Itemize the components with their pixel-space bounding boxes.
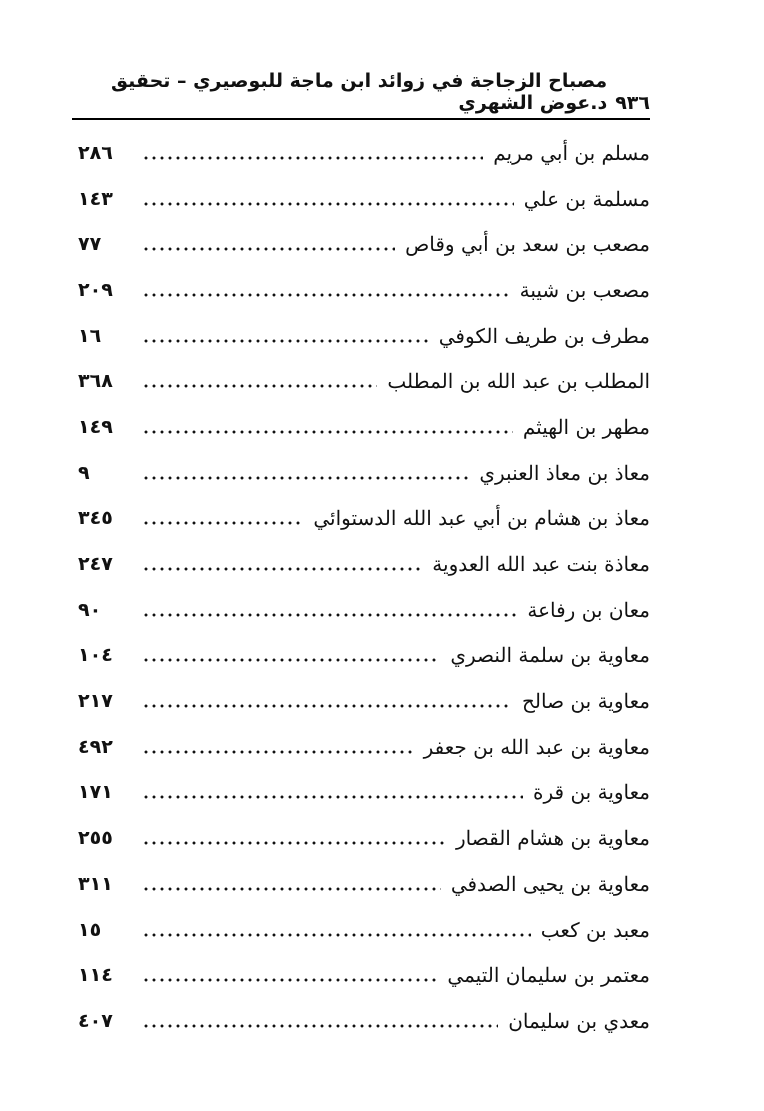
- dot-leader: [142, 656, 440, 664]
- entry-name: مصعب بن سعد بن أبي وقاص: [405, 232, 650, 257]
- entry-name: معاوية بن هشام القصار: [456, 826, 650, 851]
- dot-leader: [142, 474, 469, 482]
- entry-page: ٢١٧: [78, 690, 113, 713]
- dot-leader: [142, 748, 414, 756]
- list-item: [78, 176, 650, 222]
- list-item: [78, 358, 650, 404]
- entry-name: المطلب بن عبد الله بن المطلب: [387, 369, 650, 394]
- list-item: [78, 587, 650, 633]
- list-item: [78, 770, 650, 816]
- entry-name: معاوية بن سلمة النصري: [450, 643, 650, 668]
- dot-leader: [142, 382, 377, 390]
- entry-name: معدي بن سليمان: [508, 1008, 650, 1033]
- entry-page: ٢٨٦: [78, 141, 113, 164]
- entry-name: معاذة بنت عبد الله العدوية: [432, 552, 650, 577]
- entry-name: مطهر بن الهيثم: [522, 414, 650, 439]
- dot-leader: [142, 337, 429, 345]
- list-item: [78, 861, 650, 907]
- entry-page: ٧٧: [78, 233, 102, 256]
- list-item: [78, 404, 650, 450]
- entry-page: ١٧١: [78, 781, 113, 804]
- entry-page: ٩: [78, 461, 90, 484]
- running-header: [72, 70, 650, 120]
- dot-leader: [142, 702, 512, 710]
- dot-leader: [142, 611, 517, 619]
- page-number: ٩٣٦: [615, 92, 650, 114]
- list-item: [78, 998, 650, 1044]
- entry-page: ٣٦٨: [78, 370, 113, 393]
- entry-name: مسلمة بن علي: [523, 186, 650, 211]
- entry-name: مطرف بن طريف الكوفي: [438, 323, 650, 348]
- entry-page: ١١٤: [78, 964, 113, 987]
- dot-leader: [142, 885, 441, 893]
- entry-page: ٢٠٩: [78, 278, 113, 301]
- entry-name: معتمر بن سليمان التيمي: [447, 963, 650, 988]
- dot-leader: [142, 976, 437, 984]
- entry-page: ١٤٣: [78, 187, 113, 210]
- entry-page: ٩٠: [78, 598, 102, 621]
- dot-leader: [142, 200, 514, 208]
- list-item: [78, 815, 650, 861]
- list-item: [78, 450, 650, 496]
- list-item: [78, 633, 650, 679]
- entry-name: معاوية بن عبد الله بن جعفر: [423, 734, 650, 759]
- list-item: [78, 221, 650, 267]
- list-item: [78, 724, 650, 770]
- dot-leader: [142, 793, 523, 801]
- dot-leader: [142, 245, 395, 253]
- entry-page: ١٠٤: [78, 644, 113, 667]
- entry-page: ٢٥٥: [78, 827, 113, 850]
- entry-page: ١٤٩: [78, 415, 113, 438]
- entry-name: معاذ بن معاذ العنبري: [479, 460, 650, 485]
- dot-leader: [142, 839, 446, 847]
- index-list: [78, 130, 650, 1044]
- entry-name: معاوية بن صالح: [522, 689, 650, 714]
- list-item: [78, 541, 650, 587]
- entry-page: ٣٤٥: [78, 507, 113, 530]
- book-title: مصباح الزجاجة في زوائد ابن ماجة للبوصيري – تحقيق د.عوض الشهري: [111, 70, 608, 114]
- list-item: [78, 678, 650, 724]
- entry-page: ٢٤٧: [78, 553, 113, 576]
- list-item: [78, 907, 650, 953]
- entry-page: ٤٩٢: [78, 735, 113, 758]
- entry-page: ١٦: [78, 324, 102, 347]
- dot-leader: [142, 1022, 498, 1030]
- entry-name: معاذ بن هشام بن أبي عبد الله الدستوائي: [313, 506, 650, 531]
- dot-leader: [142, 428, 513, 436]
- entry-name: مسلم بن أبي مريم: [493, 140, 650, 165]
- list-item: [78, 313, 650, 359]
- list-item: [78, 952, 650, 998]
- entry-page: ٤٠٧: [78, 1009, 113, 1032]
- list-item: [78, 130, 650, 176]
- entry-name: معان بن رفاعة: [527, 597, 650, 622]
- entry-page: ١٥: [78, 918, 102, 941]
- dot-leader: [142, 565, 422, 573]
- entry-name: معاوية بن يحيى الصدفي: [450, 871, 650, 896]
- dot-leader: [142, 519, 303, 527]
- entry-name: معاوية بن قرة: [533, 780, 650, 805]
- dot-leader: [142, 154, 483, 162]
- list-item: [78, 267, 650, 313]
- entry-name: معبد بن كعب: [540, 917, 650, 942]
- entry-page: ٣١١: [78, 872, 113, 895]
- dot-leader: [142, 931, 531, 939]
- list-item: [78, 496, 650, 542]
- dot-leader: [142, 291, 510, 299]
- entry-name: مصعب بن شيبة: [519, 277, 650, 302]
